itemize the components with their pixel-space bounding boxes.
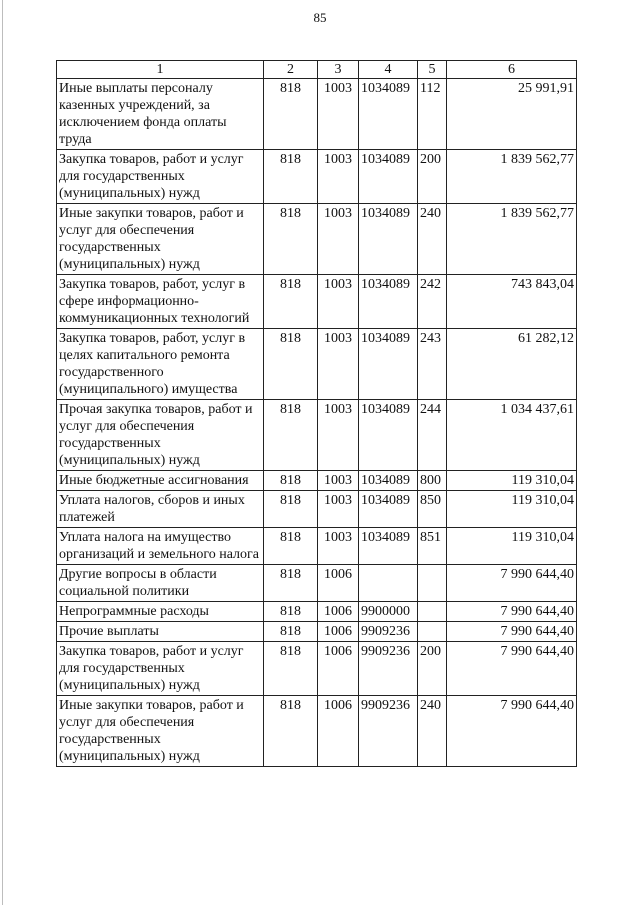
- expense-name-cell: Иные закупки товаров, работ и услуг для обеспечения государственных (муниципальных) нужд: [57, 204, 264, 275]
- ministry-code-cell: 818: [264, 565, 318, 602]
- ministry-code-cell: 818: [264, 602, 318, 622]
- section-code-cell: 1003: [318, 329, 359, 400]
- table-row: [57, 602, 577, 622]
- expense-type-cell: 240: [418, 696, 447, 767]
- section-code-cell: 1006: [318, 565, 359, 602]
- table-row: [57, 329, 577, 400]
- column-header: 4: [359, 61, 418, 79]
- expense-name-cell: Закупка товаров, работ, услуг в сфере информационно-коммуникационных технологий: [57, 275, 264, 329]
- target-article-cell: 1034089: [359, 491, 418, 528]
- expense-type-cell: 850: [418, 491, 447, 528]
- table-row: [57, 642, 577, 696]
- expense-type-cell: 242: [418, 275, 447, 329]
- target-article-cell: 9900000: [359, 602, 418, 622]
- section-code-cell: 1003: [318, 79, 359, 150]
- section-code-cell: 1003: [318, 471, 359, 491]
- table-row: [57, 79, 577, 150]
- target-article-cell: 1034089: [359, 329, 418, 400]
- expense-name-cell: Уплата налога на имущество организаций и земельного налога: [57, 528, 264, 565]
- target-article-cell: 1034089: [359, 79, 418, 150]
- table-row: [57, 565, 577, 602]
- amount-cell: 743 843,04: [447, 275, 577, 329]
- target-article-cell: 1034089: [359, 400, 418, 471]
- expense-name-cell: Другие вопросы в области социальной политики: [57, 565, 264, 602]
- column-header: 2: [264, 61, 318, 79]
- table-row: [57, 150, 577, 204]
- column-header: 1: [57, 61, 264, 79]
- expense-type-cell: 244: [418, 400, 447, 471]
- table-row: [57, 204, 577, 275]
- column-header: 5: [418, 61, 447, 79]
- section-code-cell: 1006: [318, 622, 359, 642]
- expense-name-cell: Иные выплаты персоналу казенных учреждений, за исключением фонда оплаты труда: [57, 79, 264, 150]
- amount-cell: 119 310,04: [447, 471, 577, 491]
- target-article-cell: 9909236: [359, 642, 418, 696]
- table-header-row: [57, 61, 577, 79]
- section-code-cell: 1006: [318, 696, 359, 767]
- target-article-cell: 1034089: [359, 204, 418, 275]
- amount-cell: 7 990 644,40: [447, 696, 577, 767]
- ministry-code-cell: 818: [264, 150, 318, 204]
- table-row: [57, 491, 577, 528]
- section-code-cell: 1003: [318, 491, 359, 528]
- amount-cell: 7 990 644,40: [447, 565, 577, 602]
- ministry-code-cell: 818: [264, 528, 318, 565]
- page-number: 85: [313, 10, 327, 25]
- expense-name-cell: Закупка товаров, работ, услуг в целях капитального ремонта государственного (муниципального) имущества: [57, 329, 264, 400]
- target-article-cell: 9909236: [359, 696, 418, 767]
- target-article-cell: 1034089: [359, 275, 418, 329]
- target-article-cell: 1034089: [359, 528, 418, 565]
- section-code-cell: 1003: [318, 150, 359, 204]
- section-code-cell: 1003: [318, 528, 359, 565]
- amount-cell: 1 034 437,61: [447, 400, 577, 471]
- ministry-code-cell: 818: [264, 400, 318, 471]
- ministry-code-cell: 818: [264, 275, 318, 329]
- amount-cell: 7 990 644,40: [447, 602, 577, 622]
- expense-type-cell: 243: [418, 329, 447, 400]
- table-row: [57, 528, 577, 565]
- expense-type-cell: [418, 622, 447, 642]
- expense-type-cell: 851: [418, 528, 447, 565]
- amount-cell: 1 839 562,77: [447, 150, 577, 204]
- expense-type-cell: 112: [418, 79, 447, 150]
- expense-type-cell: [418, 565, 447, 602]
- amount-cell: 7 990 644,40: [447, 642, 577, 696]
- expense-name-cell: Закупка товаров, работ и услуг для государственных (муниципальных) нужд: [57, 642, 264, 696]
- expense-type-cell: 200: [418, 150, 447, 204]
- ministry-code-cell: 818: [264, 329, 318, 400]
- table-body: [57, 79, 577, 767]
- expense-name-cell: Прочие выплаты: [57, 622, 264, 642]
- target-article-cell: [359, 565, 418, 602]
- expense-type-cell: 800: [418, 471, 447, 491]
- expense-name-cell: Прочая закупка товаров, работ и услуг для обеспечения государственных (муниципальных) нужд: [57, 400, 264, 471]
- section-code-cell: 1006: [318, 602, 359, 622]
- ministry-code-cell: 818: [264, 204, 318, 275]
- target-article-cell: 9909236: [359, 622, 418, 642]
- expense-name-cell: Иные закупки товаров, работ и услуг для обеспечения государственных (муниципальных) нужд: [57, 696, 264, 767]
- ministry-code-cell: 818: [264, 491, 318, 528]
- section-code-cell: 1003: [318, 275, 359, 329]
- ministry-code-cell: 818: [264, 696, 318, 767]
- table-row: [57, 622, 577, 642]
- amount-cell: 61 282,12: [447, 329, 577, 400]
- target-article-cell: 1034089: [359, 150, 418, 204]
- expense-name-cell: Непрограммные расходы: [57, 602, 264, 622]
- expense-name-cell: Уплата налогов, сборов и иных платежей: [57, 491, 264, 528]
- page-edge-line: [2, 0, 3, 905]
- column-header: 6: [447, 61, 577, 79]
- column-header: 3: [318, 61, 359, 79]
- table-row: [57, 471, 577, 491]
- expense-type-cell: [418, 602, 447, 622]
- expense-name-cell: Иные бюджетные ассигнования: [57, 471, 264, 491]
- expense-type-cell: 200: [418, 642, 447, 696]
- table-row: [57, 400, 577, 471]
- section-code-cell: 1006: [318, 642, 359, 696]
- ministry-code-cell: 818: [264, 622, 318, 642]
- expense-type-cell: 240: [418, 204, 447, 275]
- ministry-code-cell: 818: [264, 471, 318, 491]
- section-code-cell: 1003: [318, 400, 359, 471]
- table-row: [57, 696, 577, 767]
- amount-cell: 7 990 644,40: [447, 622, 577, 642]
- expense-name-cell: Закупка товаров, работ и услуг для государственных (муниципальных) нужд: [57, 150, 264, 204]
- ministry-code-cell: 818: [264, 79, 318, 150]
- ministry-code-cell: 818: [264, 642, 318, 696]
- table-row: [57, 275, 577, 329]
- amount-cell: 119 310,04: [447, 528, 577, 565]
- amount-cell: 25 991,91: [447, 79, 577, 150]
- amount-cell: 1 839 562,77: [447, 204, 577, 275]
- amount-cell: 119 310,04: [447, 491, 577, 528]
- target-article-cell: 1034089: [359, 471, 418, 491]
- section-code-cell: 1003: [318, 204, 359, 275]
- budget-table: [56, 60, 577, 767]
